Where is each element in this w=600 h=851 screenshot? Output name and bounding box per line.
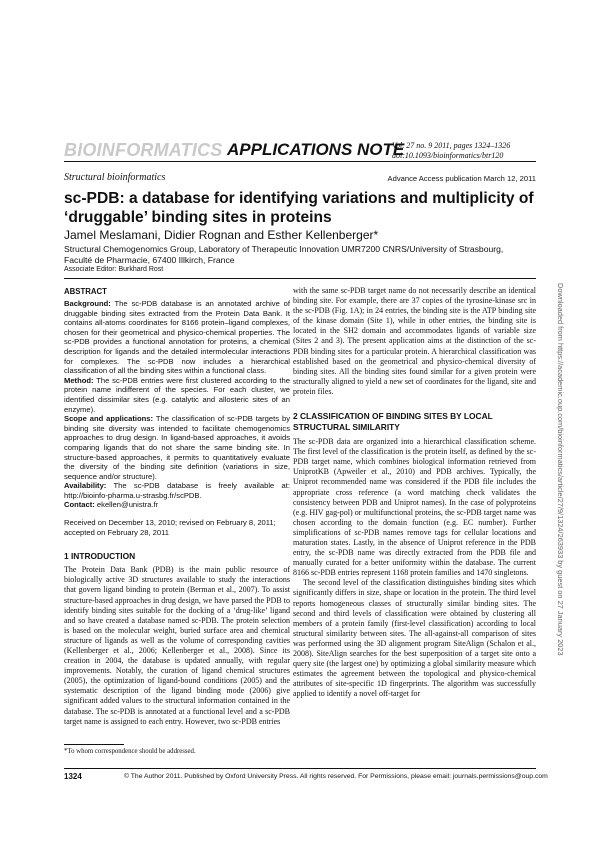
title-rule — [64, 278, 536, 279]
download-note: Downloaded from https://academic.oup.com/bioinformatics/article/27/9/1324/263933 by guest on 27 January 2023 — [556, 283, 565, 656]
affiliation: Structural Chemogenomics Group, Laboratory of Therapeutic Innovation UMR7200 CNRS/University of Strasbourg, Faculté de Pharmacie, 67400 Illkirch, France — [64, 244, 504, 265]
abstract-background — [64, 299, 290, 376]
authors: Jamel Meslamani, Didier Rognan and Esther Kellenberger* — [64, 228, 379, 242]
abstract-contact — [64, 500, 290, 510]
subject-category: Structural bioinformatics — [64, 172, 166, 183]
right-column — [293, 286, 536, 699]
footnote-rule — [64, 744, 124, 745]
intro-heading: 1 INTRODUCTION — [64, 551, 136, 562]
citation-volume: Vol. 27 no. 9 2011, pages 1324–1326 — [392, 141, 511, 150]
method-label: Method: — [64, 375, 94, 385]
download-sidebar — [556, 283, 568, 843]
advance-access-date: Advance Access publication March 12, 2011 — [387, 174, 536, 183]
scope-text: The classification of sc-PDB targets by binding site diversity was intended to facilitate chemogenomics approaches to drug design. In ligand-based approaches, it avoids comparing ligands that do not share the same binding site. In structure-based approaches, it permits to quantitatively evaluate the diversity of the binding site definition (variations in size, sequence and/or structure). — [64, 414, 290, 481]
availability-text: The sc-PDB database is freely available at: http://bioinfo-pharma.u-strasbg.fr/scPDB. — [64, 481, 290, 500]
contact-label: Contact: — [64, 500, 95, 510]
scope-label: Scope and applications: — [64, 414, 154, 424]
received-dates: Received on December 13, 2010; revised on February 8, 2011; accepted on February 28, 2011 — [64, 518, 276, 537]
citation-doi: doi:10.1093/bioinformatics/btr120 — [392, 151, 504, 160]
footer-rule — [64, 768, 536, 769]
availability-label: Availability: — [64, 481, 107, 491]
header-rule — [64, 161, 536, 162]
classification-heading: 2 CLASSIFICATION OF BINDING SITES BY LOCAL STRUCTURAL SIMILARITY — [293, 411, 493, 433]
abstract-heading: ABSTRACT — [64, 287, 107, 296]
intro-text: The Protein Data Bank (PDB) is the main public resource of biologically active 3D structures available to study the interactions that govern ligand binding to protein (Berman et al., 2007). To assist structure-based approaches in drug design, we have parsed the PDB to identify binding sites suitable for the docking of a ‘drug-like’ ligand and so have created a database named sc-PDB. The protein selection is based on the molecular weight, buried surface area and chemical structure of ligands as well as the volume of corresponding cavities (Kellenberger et al., 2006; Kellenberger et al., 2008). Since its creation in 2004, the database is updated annually, with regular improvements. Notably, the curation of ligand chemical structures (2005), the optimization of ligand-bound conditions (2005) and the systematic description of the ligand binding mode (2006) give significant added values to the structural information contained in the database. The sc-PDB is annotated at a functional level and a sc-PDB target name is assigned to each entry. However, two sc-PDB entries — [64, 565, 290, 726]
abstract-method — [64, 376, 290, 414]
abstract-scope — [64, 414, 290, 481]
method-text: The sc-PDB entries were first clustered according to the protein name indifferent of the species. For each cluster, we identified dissimilar sites (e.g. catalytic and allosteric sites of an enzyme). — [64, 375, 290, 414]
page-number: 1324 — [64, 772, 82, 781]
background-text: The sc-PDB database is an annotated archive of druggable binding sites extracted from the Protein Data Bank. It contains all-atoms coordinates for 8166 protein–ligand complexes, chosen for their geometrical and physico-chemical properties. The sc-PDB provides a functional annotation for proteins, a chemical description for ligands and the detailed intermolecular interactions for complexes. The sc-PDB now includes a hierarchical classification of all the binding sites within a functional class. — [64, 299, 290, 376]
right-para-1: with the same sc-PDB target name do not necessarily describe an identical binding site. For example, there are 37 copies of the tyrosine-kinase src in the sc-PDB (Fig. 1A); in 24 entries, the binding site is the ATP binding site of the kinase domain (Site 1), while in other entries, the binding site is located in the SH2 domain and accommodates ligands of variable size (Sites 2 and 3). The present application aims at the distinction of the sc-PDB binding sites for a particular protein. A hierarchical classification was established based on the geometrical and physico-chemical diversity of binding sites. All the binding sites found similar for a given protein were structurally aligned to yield a new set of coordinates for the ligand, site and protein files. — [293, 286, 536, 396]
left-column — [64, 286, 290, 727]
article-title: sc-PDB: a database for identifying variations and multiplicity of ‘druggable’ binding sites in proteins — [64, 190, 534, 226]
citation-info — [392, 141, 510, 161]
journal-name: BIOINFORMATICS — [64, 140, 223, 160]
contact-email[interactable]: ekellen@unistra.fr — [96, 500, 159, 510]
copyright-line: © The Author 2011. Published by Oxford University Press. All rights reserved. For Permissions, please email: journals.permissions@oup.com — [124, 773, 548, 780]
abstract-availability — [64, 481, 290, 500]
associate-editor: Associate Editor: Burkhard Rost — [64, 266, 164, 273]
correspondence-footnote: *To whom correspondence should be addressed. — [64, 748, 196, 755]
right-para-2: The sc-PDB data are organized into a hierarchical classification scheme. The first level of the classification is the protein itself, as defined by the sc-PDB target name, which combines biological information retrieved from UniprotKB (Apweiler et al., 2010) and PDB archives. Typically, the Uniprot recommended name was considered if the PDB file includes the appropriate cross reference (a word matching check validates the consistency between PDB and Uniprot names). In the case of polyproteins (e.g. HIV gag-pol) or multifunctional proteins, the sc-PDB target name was chosen according to the domain function (e.g. EC number). Further simplifications of sc-PDB names remove tags for cellular locations and maturation states. Lastly, in the absence of Uniprot reference in the PDB entry, the sc-PDB name was directly extracted from the PDB file and manually curated for a better uniformity within the database. The current 8166 sc-PDB entries represent 1168 protein families and 1470 singletons. — [293, 437, 536, 578]
background-label: Background: — [64, 299, 111, 308]
article-type: APPLICATIONS NOTE — [227, 140, 405, 159]
right-para-3: The second level of the classification distinguishes binding sites which significantly differs in size, shape or location in the protein. The third level reports homogeneous classes of structurally similar binding sites. The second and third levels of classification were obtained by clustering all members of a protein family (first-level classification) according to local structural similarity between sites. The all-against-all comparison of sites was performed using the 3D alignment program SiteAlign (Schalon et al., 2008). SiteAlign searches for the best superposition of a target site onto a query site (the largest one) by optimizing a global similarity measure which estimates the agreement between the topological and physico-chemical attributes of site-specific 1D fingerprints. The algorithm was successfully applied to identify a novel off-target for — [293, 578, 536, 699]
